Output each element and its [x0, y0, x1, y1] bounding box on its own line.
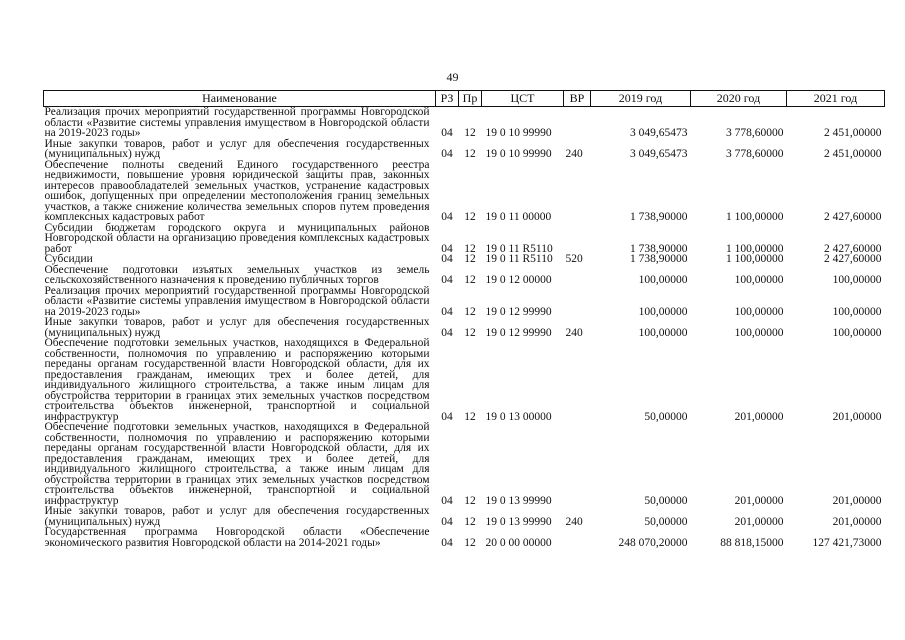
table-row: [44, 317, 885, 338]
row-2019: 100,00000: [638, 326, 688, 339]
row-2019: 100,00000: [638, 274, 688, 286]
row-2019: 3 049,65473: [630, 127, 688, 139]
row-2019: 248 070,20000: [618, 536, 688, 549]
header-name: Наименование: [44, 91, 436, 107]
header-pr: Пр: [459, 91, 482, 107]
row-2019: 1 738,90000: [630, 211, 688, 223]
row-2021: 2 451,00000: [824, 148, 882, 160]
row-name: Субсидии: [44, 253, 93, 265]
row-rz: 04: [441, 211, 453, 223]
row-cst: 19 0 12 99990: [485, 326, 552, 339]
row-2021: 2 451,00000: [824, 127, 882, 139]
row-name: Государственная программа Новгородской области «Обеспечение экономического развития Новгородской области на 2014-2021 годы»: [44, 526, 430, 549]
row-pr: 12: [464, 127, 476, 139]
row-pr: 12: [464, 253, 476, 265]
row-rz: 04: [441, 536, 453, 549]
table-row: [44, 506, 885, 527]
row-cst: 19 0 11 R5110: [485, 253, 553, 265]
row-name: Иные закупки товаров, работ и услуг для обеспечения государственных (муниципальных) нужд: [44, 505, 430, 528]
row-vr: [564, 223, 591, 255]
row-2021: 127 421,73000: [812, 536, 882, 549]
row-rz: 04: [441, 305, 453, 318]
table-row: [44, 223, 885, 255]
row-2021: 2 427,60000: [824, 211, 882, 223]
row-2020: 100,00000: [734, 274, 784, 286]
table-row: [44, 422, 885, 506]
row-2020: 3 778,60000: [726, 127, 784, 139]
row-2021: 201,00000: [832, 515, 882, 528]
table-row: [44, 527, 885, 548]
row-2021: 2 427,60000: [824, 253, 882, 265]
row-cst: 20 0 00 00000: [485, 536, 552, 549]
row-rz: 04: [441, 148, 453, 160]
table-row: [44, 286, 885, 318]
row-cst: 19 0 11 00000: [485, 211, 552, 223]
row-vr: 240: [565, 515, 583, 528]
row-pr: 12: [464, 494, 476, 507]
row-2021: 201,00000: [832, 410, 882, 423]
row-name: Иные закупки товаров, работ и услуг для обеспечения государственных (муниципальных) нужд: [44, 137, 430, 160]
row-vr: [564, 422, 591, 506]
row-2019: 3 049,65473: [630, 148, 688, 160]
row-vr: [564, 338, 591, 422]
row-pr: 12: [464, 242, 476, 255]
row-2021: 100,00000: [832, 274, 882, 286]
row-name: Иные закупки товаров, работ и услуг для обеспечения государственных (муниципальных) нужд: [44, 316, 430, 339]
row-2019: 50,00000: [644, 515, 688, 528]
row-pr: 12: [464, 211, 476, 223]
row-rz: 04: [441, 494, 453, 507]
row-2021: 100,00000: [832, 326, 882, 339]
row-2019: 50,00000: [644, 410, 688, 423]
row-2020: 100,00000: [734, 305, 784, 318]
row-cst: 19 0 12 00000: [485, 274, 552, 286]
row-2019: 100,00000: [638, 305, 688, 318]
table-header-row: [44, 91, 885, 107]
row-name: Обеспечение подготовки земельных участков, находящихся в Федеральной собственности, полномочия по управлению и распоряжению которыми переданы органам государственной власти Новгородской области, для их предоставления гражданам, имеющих трех и более детей, для индивидуального жилищного строительства, а также иным лицам для обустройства территории в границах этих земельных участков посредством строительства объектов инженерной, транспортной и социальной инфраструктур: [44, 421, 430, 507]
row-vr: 240: [565, 326, 583, 339]
budget-table: [43, 90, 885, 548]
row-pr: 12: [464, 305, 476, 318]
row-rz: 04: [441, 515, 453, 528]
row-pr: 12: [464, 536, 476, 549]
row-2021: 100,00000: [832, 305, 882, 318]
row-2020: 201,00000: [734, 515, 784, 528]
row-2020: 201,00000: [734, 410, 784, 423]
row-name: Реализация прочих мероприятий государственной программы Новгородской области «Развитие системы управления имуществом в Новгородской области на 2019-2023 годы»: [44, 284, 430, 318]
row-rz: 04: [441, 127, 453, 139]
header-rz: РЗ: [436, 91, 459, 107]
row-2020: 201,00000: [734, 494, 784, 507]
page-number: 49: [446, 70, 459, 84]
row-cst: 19 0 13 99990: [485, 515, 552, 528]
row-pr: 12: [464, 274, 476, 286]
row-cst: 19 0 11 R5110: [485, 242, 553, 255]
table-row: [44, 139, 885, 160]
row-pr: 12: [464, 515, 476, 528]
table-row: [44, 265, 885, 286]
row-2020: 1 100,00000: [726, 211, 784, 223]
row-rz: 04: [441, 253, 453, 265]
row-cst: 19 0 13 99990: [485, 494, 552, 507]
table-row: [44, 338, 885, 422]
row-2020: 100,00000: [734, 326, 784, 339]
row-rz: 04: [441, 326, 453, 339]
header-cst: ЦСТ: [482, 91, 564, 107]
row-name: Реализация прочих мероприятий государственной программы Новгородской области «Развитие системы управления имуществом в Новгородской области на 2019-2023 годы»: [44, 106, 430, 139]
row-cst: 19 0 12 99990: [485, 305, 552, 318]
row-rz: 04: [441, 274, 453, 286]
row-rz: 04: [441, 410, 453, 423]
row-2021: 201,00000: [832, 494, 882, 507]
header-2019: 2019 год: [591, 91, 691, 107]
header-2020: 2020 год: [691, 91, 787, 107]
header-vr: ВР: [564, 91, 591, 107]
row-2020: 3 778,60000: [726, 148, 784, 160]
row-vr: [564, 265, 591, 286]
row-vr: [564, 160, 591, 223]
row-pr: 12: [464, 148, 476, 160]
row-vr: 240: [565, 148, 583, 160]
table-row: [44, 107, 885, 139]
row-rz: 04: [441, 242, 453, 255]
row-vr: [564, 107, 591, 139]
row-2020: 1 100,00000: [726, 242, 784, 255]
row-pr: 12: [464, 410, 476, 423]
row-name: Обеспечение подготовки изъятых земельных участков из земель сельскохозяйственного назначения к проведению публичных торгов: [44, 263, 430, 286]
row-vr: [564, 286, 591, 318]
row-2020: 1 100,00000: [726, 253, 784, 265]
row-2019: 50,00000: [644, 494, 688, 507]
row-2021: 2 427,60000: [824, 242, 882, 255]
header-2021: 2021 год: [787, 91, 885, 107]
row-vr: 520: [565, 253, 583, 265]
row-cst: 19 0 10 99990: [485, 148, 552, 160]
row-2019: 1 738,90000: [630, 242, 688, 255]
row-vr: [564, 527, 591, 548]
table-row: [44, 160, 885, 223]
row-name: Обеспечение подготовки земельных участков, находящихся в Федеральной собственности, полномочия по управлению и распоряжению которыми переданы органам государственной власти Новгородской области, для их предоставления гражданам, имеющих трех и более детей, для индивидуального жилищного строительства, а также иным лицам для обустройства территории в границах этих земельных участков посредством строительства объектов инженерной, транспортной и социальной инфраструктур: [44, 337, 430, 423]
row-2020: 88 818,15000: [720, 536, 784, 549]
row-name: Субсидии бюджетам городского округа и муниципальных районов Новгородской области на организацию проведения комплексных кадастровых работ: [44, 221, 430, 255]
table-row: [44, 254, 885, 265]
row-name: Обеспечение полноты сведений Единого государственного реестра недвижимости, повышение уровня юридической защиты прав, законных интересов правообладателей земельных участков, устранение кадастровых ошибок, допущенных при определении местоположения границ земельных участков, а также снижение количества земельных споров путем проведения комплексных кадастровых работ: [44, 158, 430, 223]
row-pr: 12: [464, 326, 476, 339]
row-2019: 1 738,90000: [630, 253, 688, 265]
row-cst: 19 0 10 99990: [485, 127, 552, 139]
row-cst: 19 0 13 00000: [485, 410, 552, 423]
